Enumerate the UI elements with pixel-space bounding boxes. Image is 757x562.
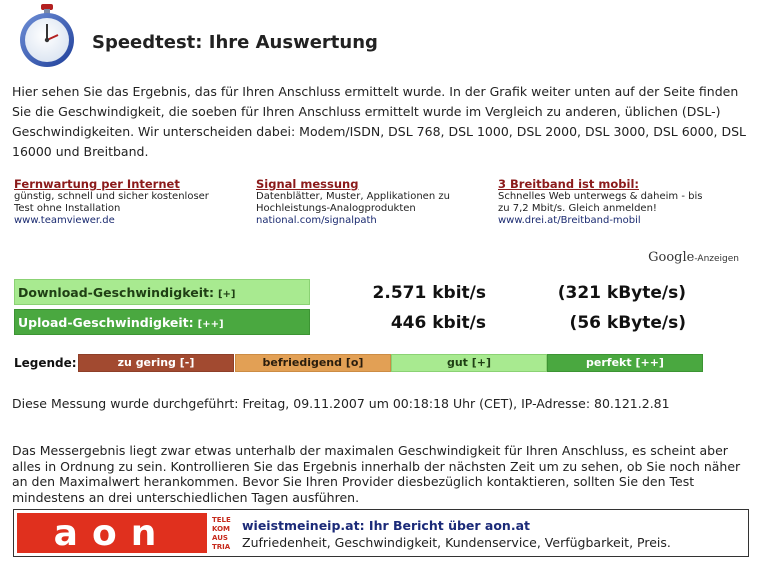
ad-block [14, 177, 744, 227]
legend-satisfactory: befriedigend [o] [235, 354, 391, 372]
upload-label-bar [14, 309, 310, 335]
aon-logo-sub: AUS [212, 534, 228, 542]
upload-kbit-value: 446 kbit/s [390, 313, 486, 333]
download-kbyte-value: (321 kByte/s) [557, 283, 686, 303]
ad-title[interactable]: Signal messung [256, 177, 359, 191]
ad-url[interactable]: www.drei.at/Breitband-mobil [498, 215, 641, 226]
intro-text: Hier sehen Sie das Ergebnis, das für Ihren Anschluss ermittelt wurde. In der Grafik weiter unten auf der Seite finden Sie die Geschwindigkeit, die soeben für Ihren Anschluss ermittelt wurde im Vergleich zu anderen, üblichen (DSL-) Geschwindigkeiten. Wir unterscheiden dabei: Modem/ISDN, DSL 768, DSL 1000, DSL 2000, DSL 3000, DSL 6000, DSL 16000 und Breitband. [12, 84, 747, 159]
ad-text-line: Datenblätter, Muster, Applikationen zu [256, 191, 450, 202]
ad-national[interactable] [256, 177, 486, 227]
google-logo: Google [648, 250, 695, 265]
banner-title[interactable]: wieistmeineip.at: Ihr Bericht über aon.at [242, 518, 530, 533]
upload-level: [++] [197, 319, 224, 330]
stopwatch-icon [18, 4, 76, 68]
ad-title[interactable]: Fernwartung per Internet [14, 177, 180, 191]
aon-logo [17, 513, 237, 553]
ad-text-line: Schnelles Web unterwegs & daheim - bis [498, 191, 703, 202]
ad-text-line: Test ohne Installation [14, 203, 121, 214]
upload-kbyte-value: (56 kByte/s) [569, 313, 686, 333]
page-title: Speedtest: Ihre Auswertung [92, 32, 378, 53]
download-kbit-value: 2.571 kbit/s [372, 283, 486, 303]
download-label-bar [14, 279, 310, 305]
google-ads-suffix: -Anzeigen [694, 254, 739, 264]
ad-text-line: günstig, schnell und sicher kostenloser [14, 191, 209, 202]
ad-title[interactable]: 3 Breitband ist mobil: [498, 177, 639, 191]
ad-teamviewer[interactable] [14, 177, 244, 227]
legend-too-low: zu gering [-] [78, 354, 234, 372]
aon-logo-sub: TRIA [212, 543, 231, 551]
page-header [18, 4, 738, 68]
ad-text-line: zu 7,2 Mbit/s. Gleich anmelden! [498, 203, 657, 214]
legend-label: Legende: [14, 356, 77, 370]
ad-url[interactable]: national.com/signalpath [256, 215, 377, 226]
ad-drei[interactable] [498, 177, 738, 227]
aon-logo-sub: TELE [212, 516, 231, 524]
aon-banner[interactable] [13, 509, 749, 557]
ad-url[interactable]: www.teamviewer.de [14, 215, 115, 226]
legend-perfect: perfekt [++] [547, 354, 703, 372]
banner-text: Zufriedenheit, Geschwindigkeit, Kundenservice, Verfügbarkeit, Preis. [242, 535, 671, 550]
aon-logo-sub: KOM [212, 525, 231, 533]
legend-good: gut [+] [391, 354, 547, 372]
download-level: [+] [217, 289, 236, 300]
google-ads-link[interactable] [648, 250, 739, 265]
aon-logo-text: aon [53, 513, 171, 553]
upload-label: Upload-Geschwindigkeit: [18, 315, 194, 330]
download-result-row [14, 279, 734, 307]
legend [14, 354, 714, 372]
measurement-info: Diese Messung wurde durchgeführt: Freitag, 09.11.2007 um 00:18:18 Uhr (CET), IP-Adresse: 80.121.2.81 [12, 396, 670, 411]
verdict-text: Das Messergebnis liegt zwar etwas unterhalb der maximalen Geschwindigkeit für Ihren Anschluss, es scheint aber alles in Ordnung zu sein. Kontrollieren Sie das Ergebnis innerhalb der nächsten Zeit um zu sehen, ob Sie noch näher an den Maximalwert herankommen. Bevor Sie Ihren Provider diesbezüglich kontaktieren, sollten Sie den Test mindestens an drei unterschiedlichen Tagen ausführen. [12, 443, 741, 505]
download-label: Download-Geschwindigkeit: [18, 285, 214, 300]
ad-text-line: Hochleistungs-Analogprodukten [256, 203, 416, 214]
upload-result-row [14, 309, 734, 337]
